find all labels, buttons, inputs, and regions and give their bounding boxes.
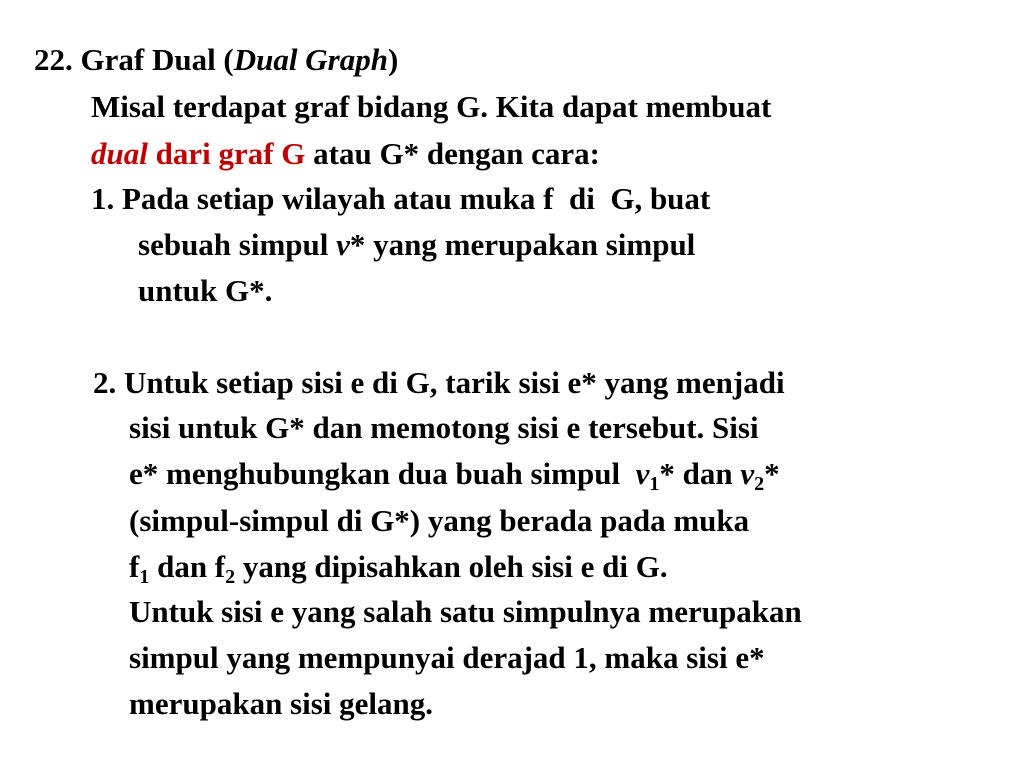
var-v1: v (635, 456, 650, 491)
title-number: 22. (34, 42, 73, 77)
sub-f2: 2 (225, 566, 236, 588)
sub-1: 1 (649, 473, 660, 495)
step2-line-5-post: yang dipisahkan oleh sisi e di G. (235, 549, 668, 584)
title-text: Graf Dual ( (80, 42, 234, 77)
sub-f1: 1 (139, 566, 150, 588)
var-v: v (336, 227, 350, 262)
step2-line-3-pre: e* menghubungkan dua buah simpul (129, 456, 636, 491)
dual-term: dual (91, 136, 148, 171)
step1-line-2-pre: sebuah simpul (138, 227, 337, 262)
step2-line-4: (simpul-simpul di G*) yang berada pada muka (129, 503, 750, 538)
step2-line-3 (129, 456, 780, 495)
intro-line-2-rest: atau G* dengan cara: (305, 136, 600, 171)
title-italic: Dual Graph (233, 42, 388, 77)
sub-2: 2 (754, 473, 765, 495)
step2-line-6: Untuk sisi e yang salah satu simpulnya merupakan (129, 594, 802, 629)
step1-line-1: 1. Pada setiap wilayah atau muka f di G, buat (91, 181, 711, 216)
step2-line-3-mid: * dan (659, 456, 741, 491)
step2-line-5 (129, 549, 668, 588)
dual-term-rest: dari graf G (147, 136, 306, 171)
intro-line-2 (91, 138, 600, 169)
step1-line-2 (138, 229, 695, 260)
step2-line-5-mid: dan f (149, 549, 226, 584)
step1-line-2-post: * yang merupakan simpul (349, 227, 696, 262)
step2-line-1: 2. Untuk setiap sisi e di G, tarik sisi e* yang menjadi (93, 365, 785, 400)
step2-line-8: merupakan sisi gelang. (129, 686, 434, 721)
title-close: ) (387, 42, 399, 77)
step1-line-3: untuk G*. (138, 273, 273, 308)
step2-line-7: simpul yang mempunyai derajad 1, maka sisi e* (129, 640, 765, 675)
var-f1: f (129, 549, 140, 584)
slide-title (34, 44, 398, 75)
step2-line-2: sisi untuk G* dan memotong sisi e tersebut. Sisi (129, 410, 759, 445)
step2-line-3-post: * (764, 456, 780, 491)
var-v2: v (740, 456, 755, 491)
intro-line-1: Misal terdapat graf bidang G. Kita dapat membuat (91, 89, 772, 124)
